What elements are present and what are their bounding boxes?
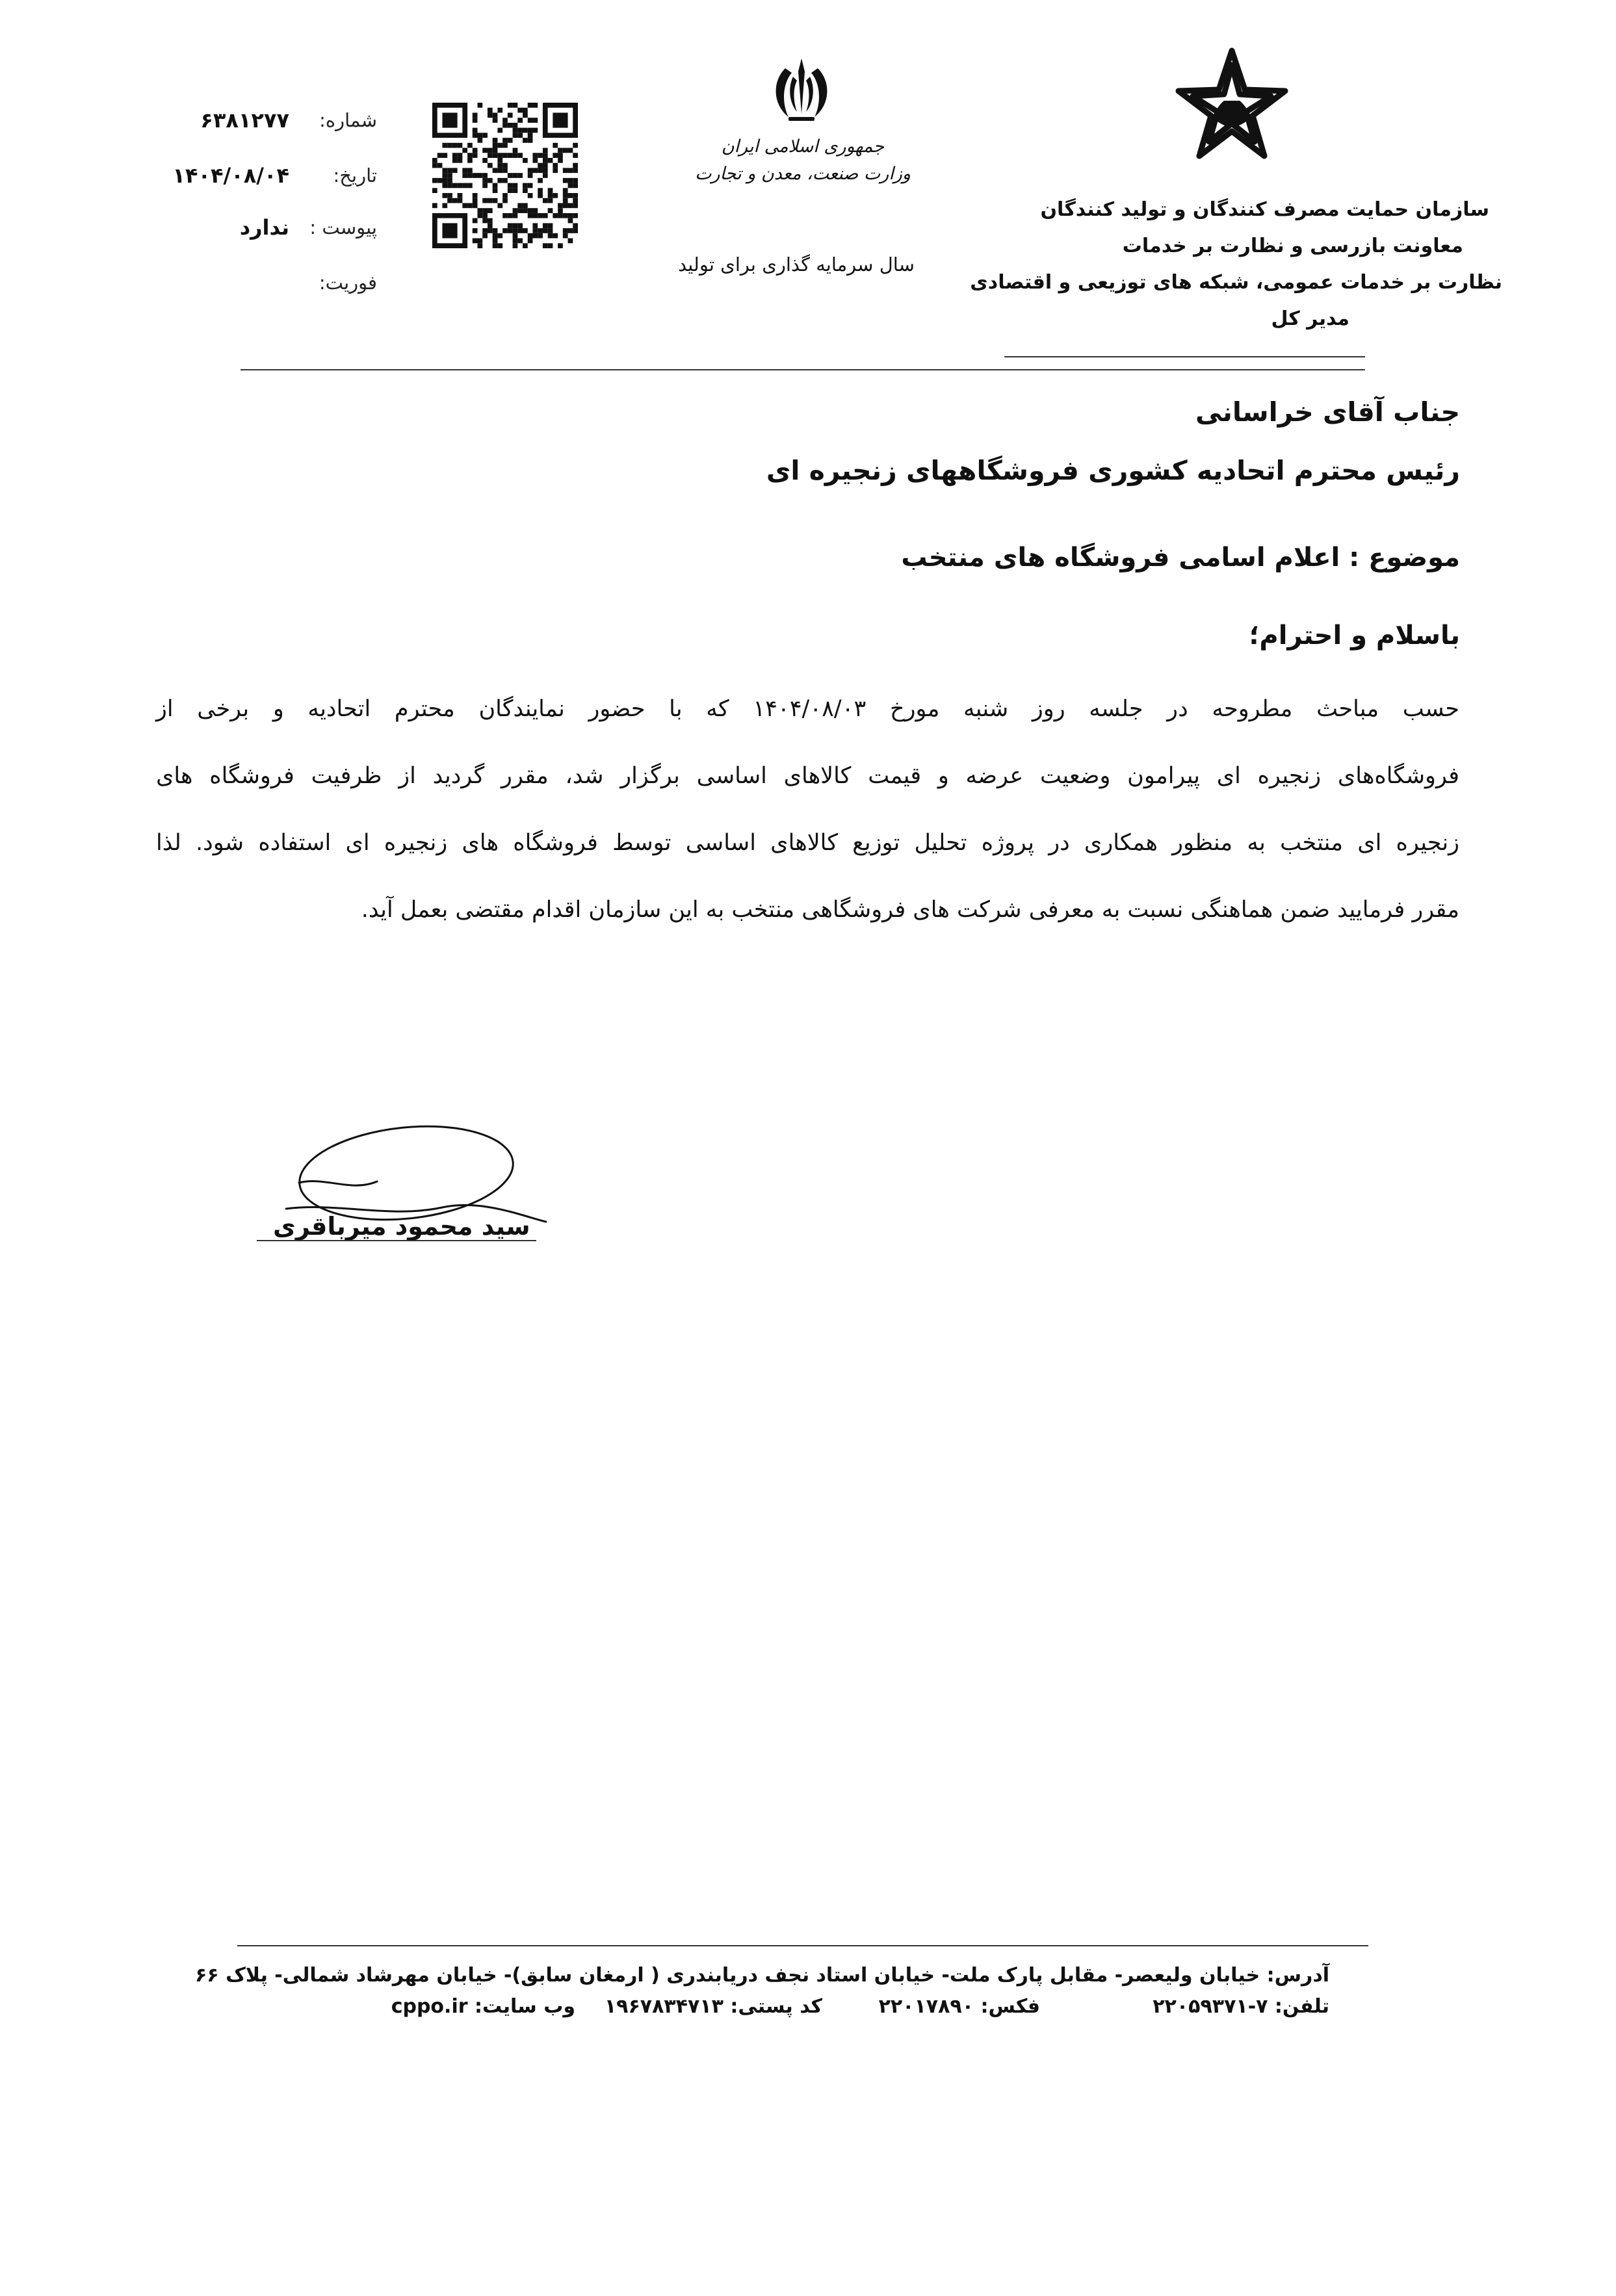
gov-line-1: جمهوری اسلامی ایران <box>721 136 885 157</box>
number-value: ۶۳۸۱۲۷۷ <box>200 108 289 133</box>
organization-block <box>904 192 1502 337</box>
meta-number-row <box>163 104 377 136</box>
footer-divider <box>237 1945 1368 1946</box>
meta-attachment-row <box>163 211 377 244</box>
footer-address: آدرس: خیابان ولیعصر- مقابل پارک ملت- خیابان استاد نجف دریابندری ( ارمغان سابق)- خیابان مهرشاد شمالی- پلاک ۶۶ <box>195 1964 1329 1987</box>
signature-underline <box>257 1240 536 1241</box>
header-divider-short <box>1004 356 1365 357</box>
signer-name: سید محمود میرباقری <box>273 1212 530 1241</box>
number-label: شماره: <box>319 109 377 131</box>
cppo-logo <box>1167 39 1297 169</box>
date-label: تاریخ: <box>333 164 377 187</box>
org-line-3: نظارت بر خدمات عمومی، شبکه های توزیعی و اقتصادی <box>970 271 1502 294</box>
footer-contacts <box>247 1995 1329 2034</box>
footer-website: وب سایت: cppo.ir <box>391 1995 575 2018</box>
date-value: ۱۴۰۴/۰۸/۰۴ <box>172 163 289 188</box>
footer-phone: تلفن: ۷-۲۲۰۵۹۳۷۱ <box>1153 1995 1329 2018</box>
government-text <box>683 133 923 188</box>
footer <box>195 1956 1329 2034</box>
body-line-1: حسب مباحث مطروحه در جلسه روز شنبه مورخ ۱۴۰۴/۰۸/۰۳ که با حضور نمایندگان محترم اتحادیه و برخی از <box>156 696 1459 722</box>
body-line-2: فروشگاه‌های زنجیره ای پیرامون وضعیت عرضه و قیمت کالاهای اساسی برگزار شد، مقرر گردید از ظرفیت فروشگاه های <box>156 763 1459 789</box>
attachment-label: پیوست : <box>309 216 377 239</box>
addressee-title: رئیس محترم اتحادیه کشوری فروشگاههای زنجیره ای <box>766 455 1460 486</box>
year-slogan: سال سرمایه گذاری برای تولید <box>678 253 915 276</box>
letter-subject: موضوع : اعلام اسامی فروشگاه های منتخب <box>901 543 1460 573</box>
greeting: باسلام و احترام؛ <box>1249 621 1460 651</box>
header-divider <box>241 369 1365 370</box>
urgency-label: فوریت: <box>319 272 377 294</box>
meta-date-row <box>163 159 377 192</box>
gov-line-2: وزارت صنعت، معدن و تجارت <box>695 164 911 184</box>
attachment-value: ندارد <box>239 215 289 240</box>
iran-emblem-icon <box>766 52 837 130</box>
org-line-1: سازمان حمایت مصرف کنندگان و تولید کنندگان <box>1040 198 1489 221</box>
org-line-2: معاونت بازرسی و نظارت بر خدمات <box>1122 235 1463 257</box>
footer-postal: کد پستی: ۱۹۶۷۸۳۴۷۱۳ <box>604 1995 822 2018</box>
org-line-4: مدیر کل <box>1271 307 1349 330</box>
letter-body <box>156 676 1459 944</box>
footer-fax: فکس: ۲۲۰۱۷۸۹۰ <box>878 1995 1040 2018</box>
addressee-name: جناب آقای خراسانی <box>1195 396 1460 428</box>
meta-urgency-row <box>163 266 377 299</box>
body-line-3: زنجیره ای منتخب به منظور همکاری در پروژه تحلیل توزیع کالاهای اساسی توسط فروشگاه های زنجیره ای استفاده شود. لذا <box>156 830 1459 856</box>
body-line-4: مقرر فرمایید ضمن هماهنگی نسبت به معرفی شرکت های فروشگاهی منتخب به این سازمان اقدام مقتضی بعمل آید. <box>361 897 1459 923</box>
qr-code <box>432 103 578 248</box>
